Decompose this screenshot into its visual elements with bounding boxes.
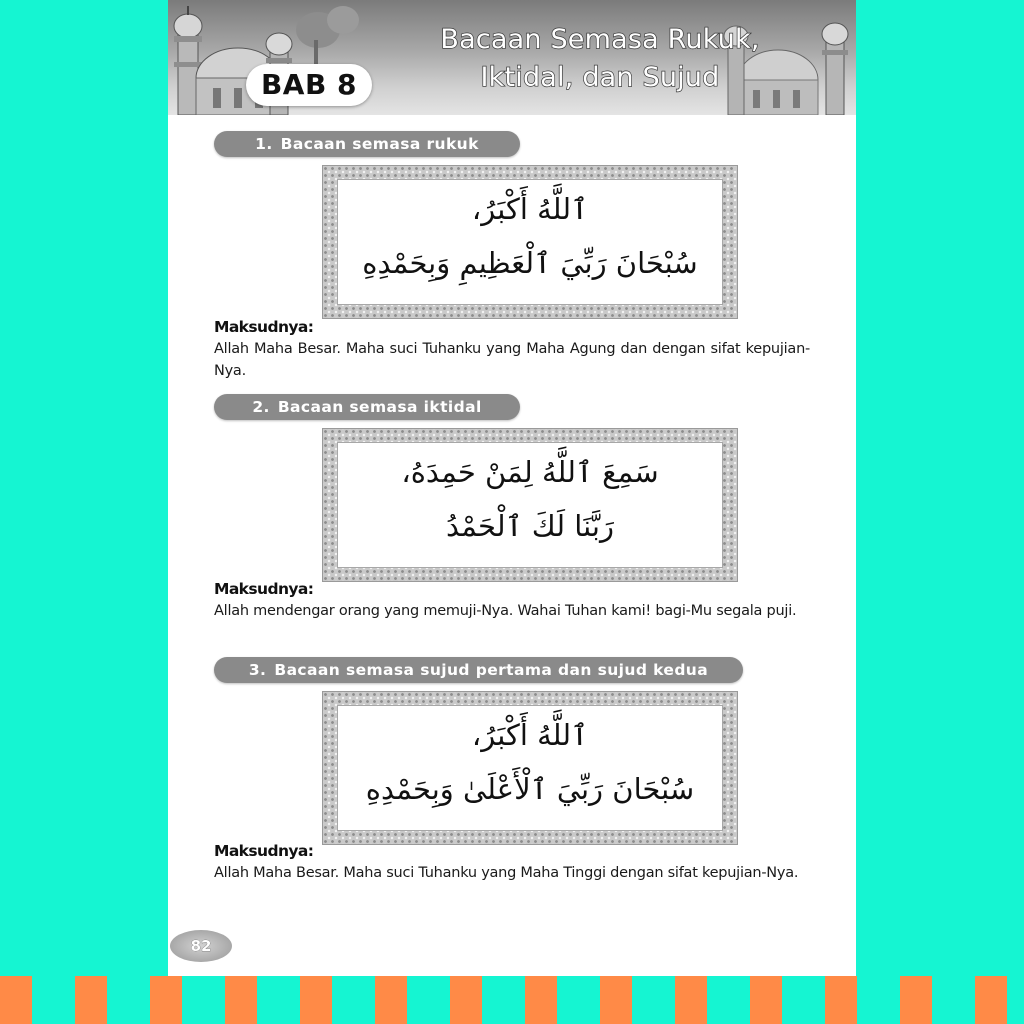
section-number: 1.: [255, 135, 273, 153]
meaning-label-3: Maksudnya:: [214, 842, 314, 860]
meaning-label-1: Maksudnya:: [214, 318, 314, 336]
arabic-text-line-1: ٱللَّهُ أَكْبَرُ،: [471, 192, 589, 226]
chapter-title-line-1: Bacaan Semasa Rukuk,: [440, 24, 760, 55]
arabic-frame-2: [322, 428, 738, 582]
section-heading-2: [214, 394, 520, 420]
page-number: 82: [170, 930, 232, 962]
arabic-panel: [338, 706, 722, 830]
arabic-panel: [338, 443, 722, 567]
arabic-text-line-1: ٱللَّهُ أَكْبَرُ،: [471, 718, 589, 752]
arabic-text-line-2: رَبَّنَا لَكَ ٱلْحَمْدُ: [446, 509, 614, 543]
arabic-frame-3: [322, 691, 738, 845]
decorative-stripes: [0, 976, 1024, 1024]
section-title: Bacaan semasa rukuk: [280, 135, 479, 153]
section-title: Bacaan semasa sujud pertama dan sujud kedua: [274, 661, 709, 679]
arabic-panel: [338, 180, 722, 304]
chapter-badge: BAB 8: [246, 64, 372, 106]
arabic-text-line-1: سَمِعَ ٱللَّهُ لِمَنْ حَمِدَهُ،: [401, 455, 659, 489]
book-page: [168, 0, 856, 976]
section-heading-3: [214, 657, 743, 683]
chapter-header: [168, 0, 856, 115]
arabic-text-line-2: سُبْحَانَ رَبِّيَ ٱلْعَظِيمِ وَبِحَمْدِهِ: [362, 246, 698, 280]
section-number: 2.: [252, 398, 270, 416]
meaning-text-3: Allah Maha Besar. Maha suci Tuhanku yang Maha Tinggi dengan sifat kepujian-Nya.: [214, 865, 799, 881]
arabic-text-line-2: سُبْحَانَ رَبِّيَ ٱلْأَعْلَىٰ وَبِحَمْدِهِ: [365, 772, 695, 806]
meaning-label-2: Maksudnya:: [214, 580, 314, 598]
meaning-text-2: Allah mendengar orang yang memuji-Nya. Wahai Tuhan kami! bagi-Mu segala puji.: [214, 603, 797, 619]
chapter-title-line-2: Iktidal, dan Sujud: [480, 62, 720, 93]
section-title: Bacaan semasa iktidal: [277, 398, 482, 416]
arabic-frame-1: [322, 165, 738, 319]
section-heading-1: [214, 131, 520, 157]
meaning-text-1: Allah Maha Besar. Maha suci Tuhanku yang Maha Agung dan dengan sifat kepujian-Nya.: [214, 341, 810, 379]
section-number: 3.: [248, 661, 267, 679]
